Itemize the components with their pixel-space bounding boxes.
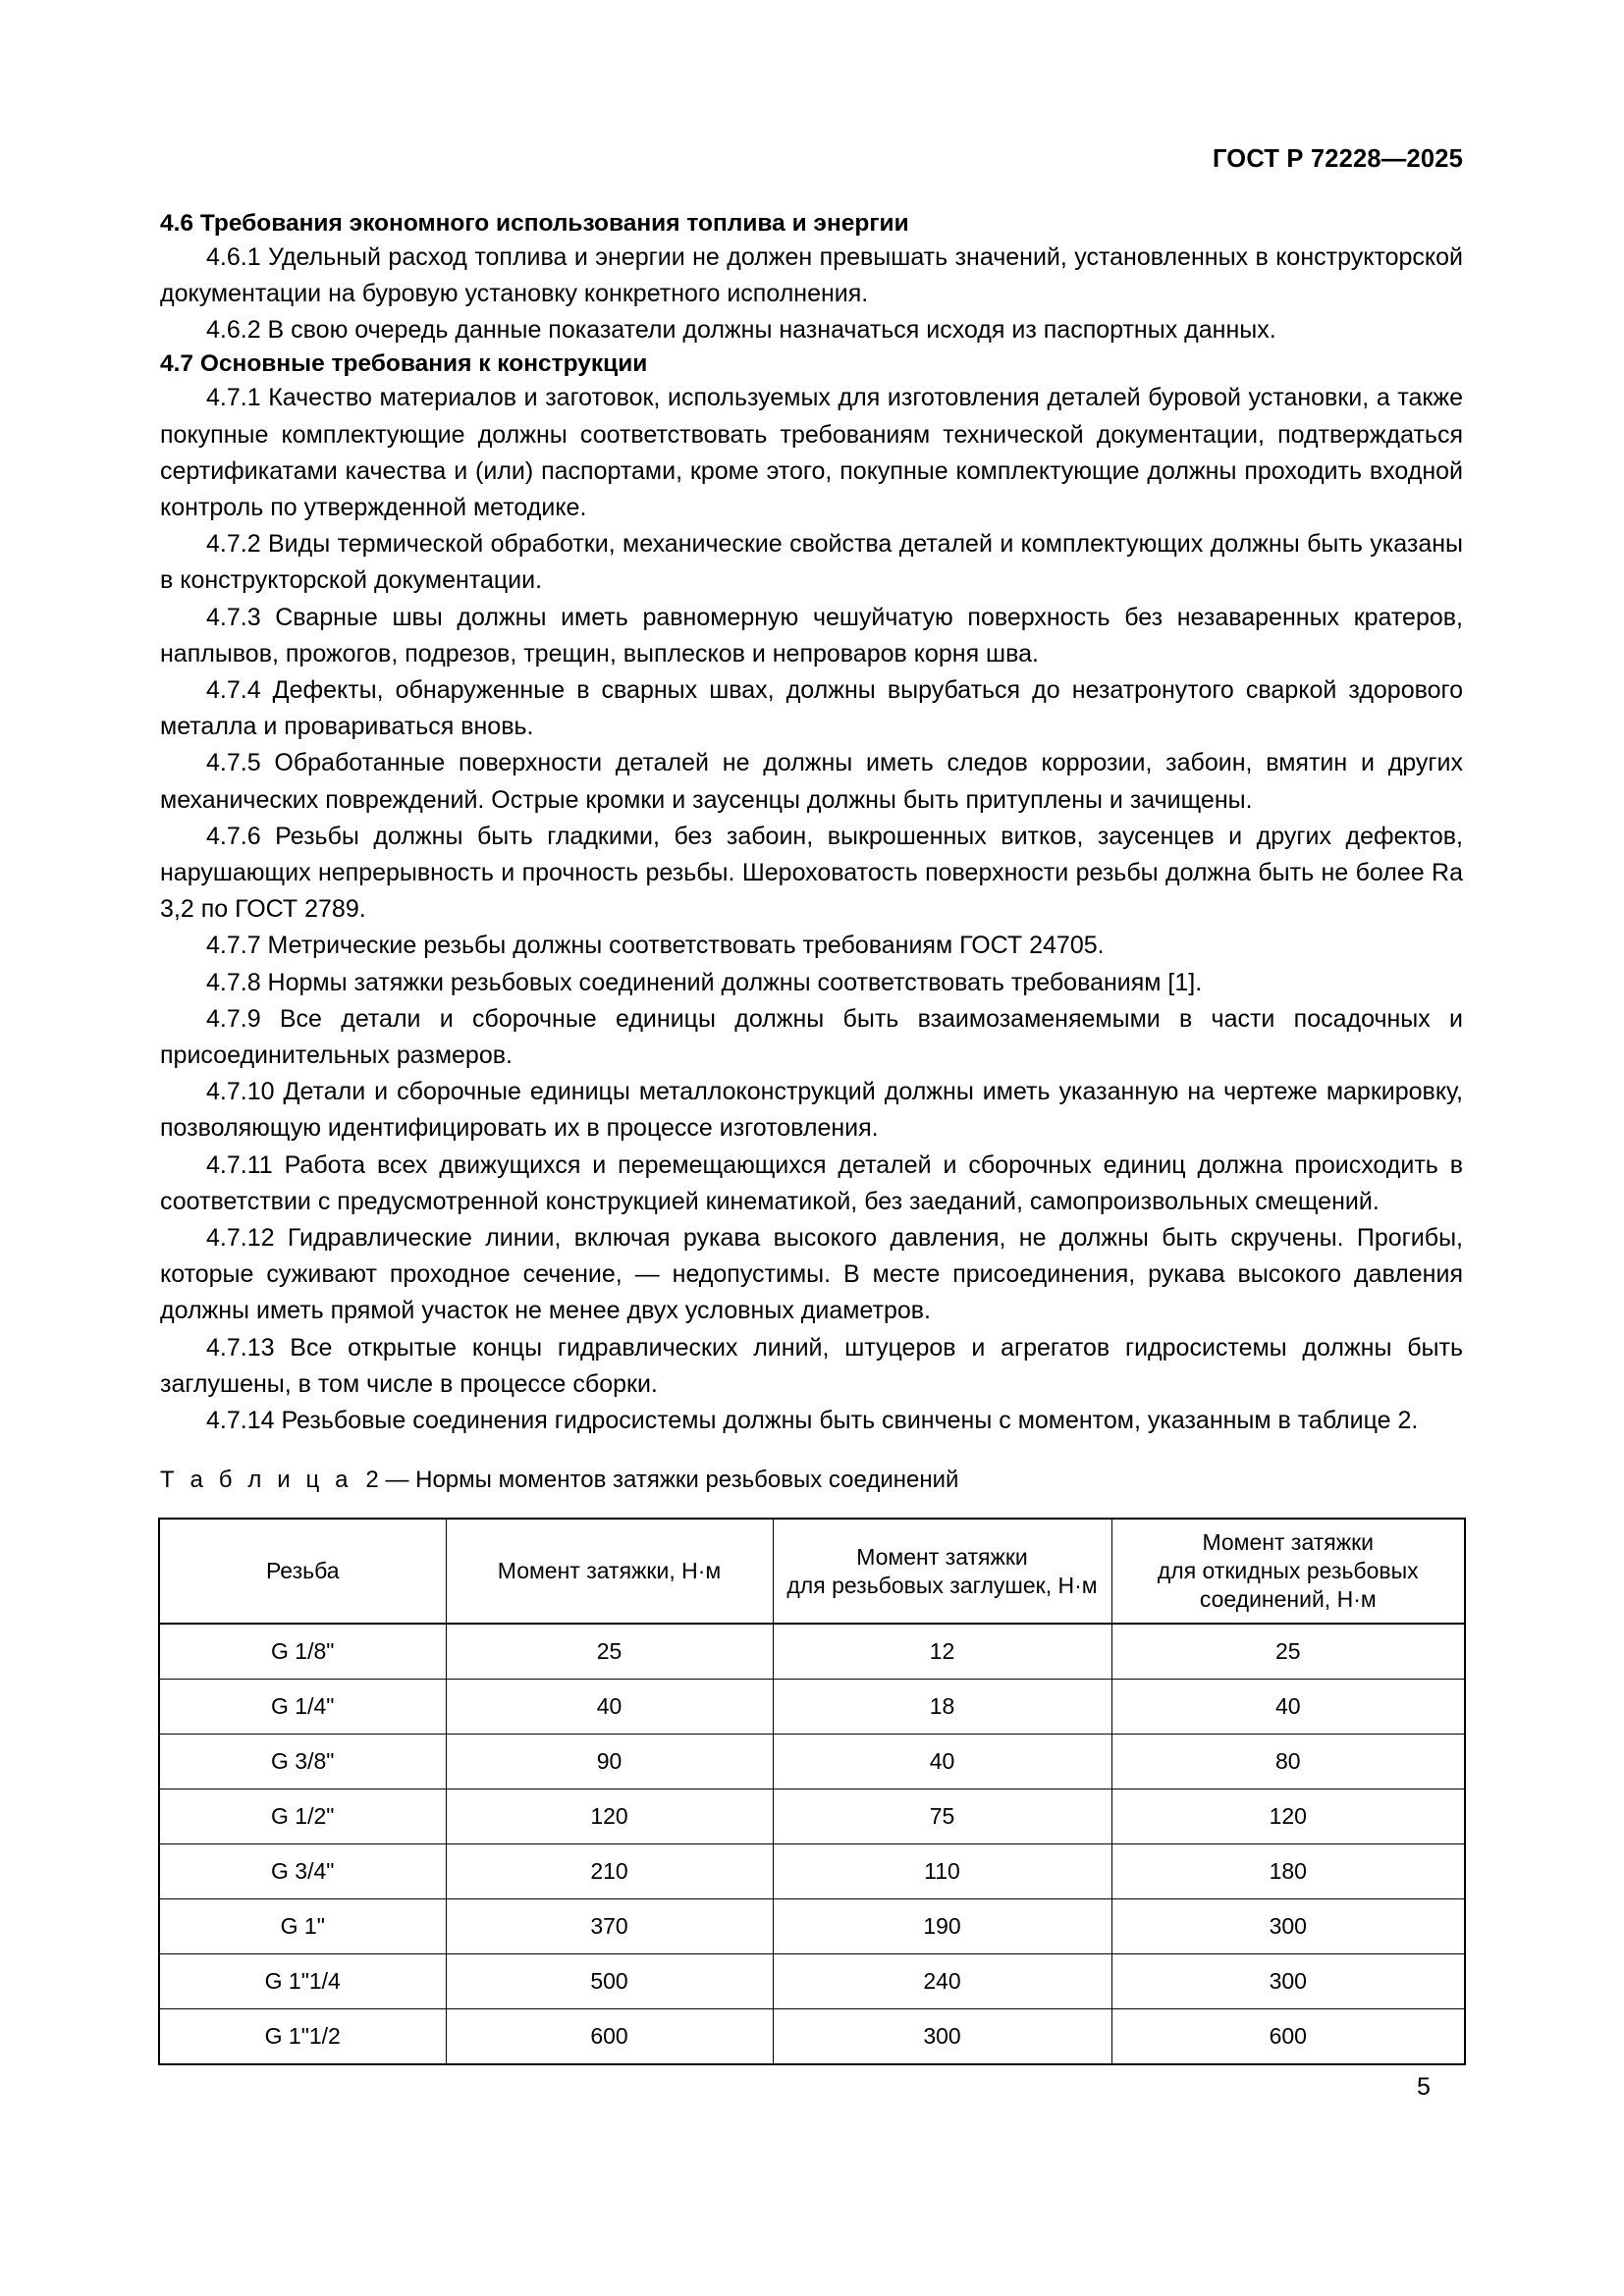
cell-torque-plugs: 18 [773, 1680, 1111, 1735]
paragraph-4-7-5: 4.7.5 Обработанные поверхности деталей не должны иметь следов коррозии, забоин, вмятин и других механических повреждений. Острые кромки и заусенцы должны быть притуплены и зачищены. [160, 749, 1463, 814]
table-row [159, 1899, 1465, 1954]
cell-torque: 90 [446, 1735, 773, 1789]
paragraph-4-7-1: 4.7.1 Качество материалов и заготовок, используемых для изготовления деталей буровой установки, а также покупные комплектующие должны соответствовать требованиям технической документации, подтверждаться сертификатами качества и (или) паспортами, кроме этого, покупные комплектующие должны проходить входной контроль по утвержденной методике. [160, 384, 1463, 521]
paragraph-4-7-2: 4.7.2 Виды термической обработки, механические свойства деталей и комплектующих должны быть указаны в конструкторской документации. [160, 530, 1463, 595]
paragraph-4-6-1: 4.6.1 Удельный расход топлива и энергии не должен превышать значений, установленных в конструкторской документации на буровую установку конкретного исполнения. [160, 242, 1463, 308]
table-body [159, 1624, 1465, 2064]
table-row [159, 1624, 1465, 1680]
paragraph-4-7-9: 4.7.9 Все детали и сборочные единицы должны быть взаимозаменяемыми в части посадочных и присоединительных размеров. [160, 1004, 1463, 1069]
column-header-torque-plugs: Момент затяжки для резьбовых заглушек, Н·м [773, 1519, 1111, 1624]
paragraph-4-7-7: 4.7.7 Метрические резьбы должны соответствовать требованиям ГОСТ 24705. [206, 932, 1105, 960]
table-row [159, 1954, 1465, 2009]
document-body [160, 208, 1463, 1439]
cell-thread: G 3/8" [159, 1735, 446, 1789]
cell-thread: G 1/4" [159, 1680, 446, 1735]
document-header-standard-ref: ГОСТ Р 72228—2025 [1212, 145, 1463, 173]
paragraph-4-7-4: 4.7.4 Дефекты, обнаруженные в сварных швах, должны вырубаться до незатронутого сваркой здорового металла и провариваться вновь. [160, 675, 1463, 741]
cell-torque: 210 [446, 1844, 773, 1899]
column-header-torque-swivel: Момент затяжки для откидных резьбовых соединений, Н·м [1111, 1519, 1465, 1624]
column-header-thread: Резьба [159, 1519, 446, 1624]
paragraph-4-7-14: 4.7.14 Резьбовые соединения гидросистемы должны быть свинчены с моментом, указанным в таблице 2. [206, 1406, 1419, 1434]
torque-norms-table [158, 1518, 1466, 2065]
cell-torque-plugs: 110 [773, 1844, 1111, 1899]
cell-torque-swivel: 25 [1111, 1624, 1465, 1680]
table-header-row [159, 1519, 1465, 1624]
paragraph-4-7-6: 4.7.6 Резьбы должны быть гладкими, без забоин, выкрошенных витков, заусенцев и других дефектов, нарушающих непрерывность и прочность резьбы. Шероховатость поверхности резьбы должна быть не более Ra 3,2 по ГОСТ 2789. [160, 822, 1463, 924]
section-heading-4-7: 4.7 Основные требования к конструкции [160, 350, 648, 378]
cell-thread: G 1"1/4 [159, 1954, 446, 2009]
table-caption-label: Т а б л и ц а [160, 1467, 353, 1493]
cell-torque-plugs: 75 [773, 1789, 1111, 1844]
cell-torque-swivel: 180 [1111, 1844, 1465, 1899]
cell-thread: G 1" [159, 1899, 446, 1954]
table-row [159, 1735, 1465, 1789]
cell-torque: 40 [446, 1680, 773, 1735]
cell-torque-swivel: 120 [1111, 1789, 1465, 1844]
column-header-torque: Момент затяжки, Н·м [446, 1519, 773, 1624]
cell-torque-swivel: 300 [1111, 1899, 1465, 1954]
paragraph-4-7-12: 4.7.12 Гидравлические линии, включая рукава высокого давления, не должны быть скручены. Прогибы, которые суживают проходное сечение, — недопустимы. В месте присоединения, рукава высокого давления должны иметь прямой участок не менее двух условных диаметров. [160, 1223, 1463, 1325]
paragraph-4-7-11: 4.7.11 Работа всех движущихся и перемещающихся деталей и сборочных единиц должна происходить в соответствии с предусмотренной конструкцией кинематикой, без заеданий, самопроизвольных смещений. [160, 1150, 1463, 1215]
table-caption-number: 2 [365, 1467, 379, 1493]
paragraph-4-7-10: 4.7.10 Детали и сборочные единицы металлоконструкций должны иметь указанную на чертеже маркировку, позволяющую идентифицировать их в процессе изготовления. [160, 1078, 1463, 1143]
cell-torque: 600 [446, 2009, 773, 2065]
cell-thread: G 1/8" [159, 1624, 446, 1680]
paragraph-4-7-8: 4.7.8 Нормы затяжки резьбовых соединений должны соответствовать требованиям [1]. [206, 968, 1203, 996]
table-row [159, 1844, 1465, 1899]
cell-torque-swivel: 40 [1111, 1680, 1465, 1735]
table-row [159, 1680, 1465, 1735]
cell-torque-plugs: 190 [773, 1899, 1111, 1954]
cell-thread: G 1/2" [159, 1789, 446, 1844]
cell-thread: G 3/4" [159, 1844, 446, 1899]
cell-torque: 120 [446, 1789, 773, 1844]
cell-torque-plugs: 12 [773, 1624, 1111, 1680]
cell-torque-plugs: 300 [773, 2009, 1111, 2065]
table-row [159, 1789, 1465, 1844]
paragraph-4-6-2: 4.6.2 В свою очередь данные показатели должны назначаться исходя из паспортных данных. [206, 316, 1276, 345]
cell-torque-swivel: 300 [1111, 1954, 1465, 2009]
table-row [159, 2009, 1465, 2065]
page-number: 5 [1417, 2073, 1431, 2101]
cell-torque-swivel: 600 [1111, 2009, 1465, 2065]
cell-torque-swivel: 80 [1111, 1735, 1465, 1789]
cell-torque-plugs: 40 [773, 1735, 1111, 1789]
paragraph-4-7-3: 4.7.3 Сварные швы должны иметь равномерную чешуйчатую поверхность без незаваренных кратеров, наплывов, прожогов, подрезов, трещин, выплесков и непроваров корня шва. [160, 603, 1463, 667]
table-caption-title: Нормы моментов затяжки резьбовых соединений [415, 1467, 959, 1493]
cell-torque-plugs: 240 [773, 1954, 1111, 2009]
table-caption-dash: — [385, 1467, 409, 1493]
cell-torque: 500 [446, 1954, 773, 2009]
cell-torque: 25 [446, 1624, 773, 1680]
cell-torque: 370 [446, 1899, 773, 1954]
table-caption [160, 1467, 958, 1494]
section-heading-4-6: 4.6 Требования экономного использования топлива и энергии [160, 210, 909, 237]
cell-thread: G 1"1/2 [159, 2009, 446, 2065]
paragraph-4-7-13: 4.7.13 Все открытые концы гидравлических линий, штуцеров и агрегатов гидросистемы должны быть заглушены, в том числе в процессе сборки. [160, 1333, 1463, 1398]
